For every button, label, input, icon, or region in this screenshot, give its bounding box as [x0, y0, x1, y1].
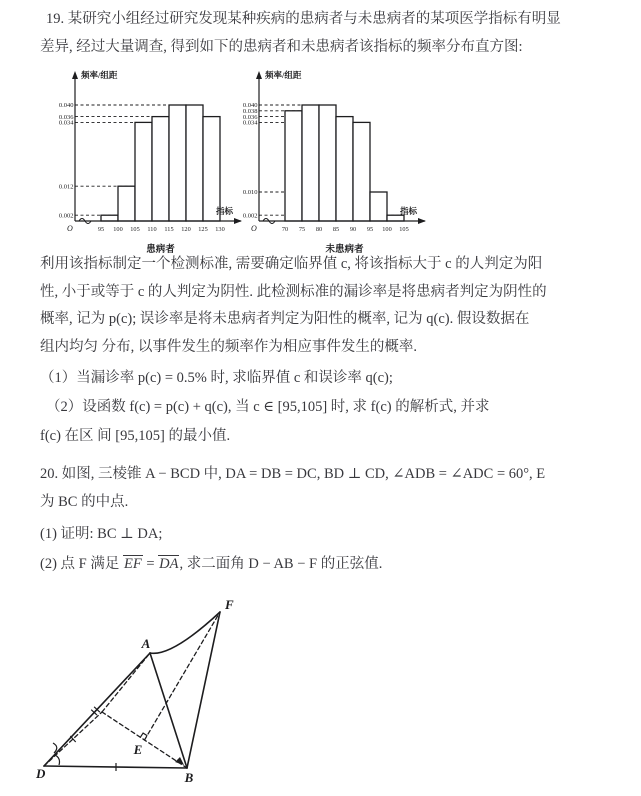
y-tick-label: 0.036: [58, 113, 74, 121]
x-tick-label: 85: [332, 226, 340, 233]
vertex-label-E: E: [133, 742, 143, 757]
text-line: (1) 证明: BC ⊥ DA;: [40, 526, 163, 542]
y-tick-label: 0.010: [242, 189, 258, 197]
y-tick-label: 0.036: [242, 113, 258, 121]
x-tick-label: 75: [298, 226, 306, 233]
text-segment: , 求二面角 D − AB − F 的正弦值.: [179, 556, 383, 572]
patients-histogram: [50, 66, 248, 261]
problem19-question1: [40, 365, 393, 393]
histogram-bar: [135, 122, 152, 221]
x-tick-label: 105: [130, 226, 140, 233]
vertex-label-A: A: [141, 636, 151, 651]
y-axis-title: 频率/组距: [81, 70, 118, 80]
y-tick-label: 0.012: [58, 183, 74, 191]
text-line: 概率, 记为 p(c); 误诊率是将未患病者判定为阳性的概率, 记为 q(c). 假设数据在: [40, 311, 530, 327]
histogram-bar: [169, 105, 186, 221]
histogram-bar: [370, 192, 387, 221]
vector-DA: DA: [159, 556, 179, 572]
chart-title: 患病者: [146, 245, 175, 255]
y-tick-label: 0.034: [242, 119, 258, 127]
origin-label: O: [67, 224, 73, 233]
x-axis-title: 指标: [216, 206, 234, 216]
x-tick-label: 95: [97, 226, 105, 233]
y-tick-label: 0.034: [58, 119, 74, 127]
x-axis-arrow: [418, 218, 426, 224]
x-tick-label: 100: [113, 226, 123, 233]
histogram-bar: [186, 105, 203, 221]
histogram-svg: [50, 66, 248, 256]
x-tick-label: 95: [366, 226, 374, 233]
x-tick-label: 105: [399, 226, 409, 233]
text-segment: (2) 点 F 满足: [40, 556, 123, 572]
non-patients-histogram: [234, 66, 432, 261]
problem20-intro: [40, 461, 545, 516]
histogram-svg: [234, 66, 432, 256]
y-tick-label: 0.002: [242, 212, 258, 220]
y-tick-label: 0.002: [58, 212, 74, 220]
x-tick-label: 110: [147, 226, 157, 233]
text-line: 20. 如图, 三棱锥 A − BCD 中, DA = DB = DC, BD ⊥ CD, ∠ADB = ∠ADC = 60°, E: [40, 466, 546, 482]
histogram-bar: [319, 105, 336, 221]
problem19-question2: [40, 393, 489, 450]
x-tick-label: 100: [382, 226, 392, 233]
text-line: 差异, 经过大量调查, 得到如下的患病者和未患病者该指标的频率分布直方图:: [40, 38, 523, 55]
text-line: 性, 小于或等于 c 的人判定为阴性. 此检测标准的漏诊率是将患病者判定为阴性的: [40, 283, 547, 300]
problem19-body: [40, 251, 547, 361]
angle-arc-BDC: [55, 755, 60, 765]
x-axis-title: 指标: [400, 206, 418, 216]
text-line: 19. 某研究小组经过研究发现某种疾病的患病者与未患病者的某项医学指标有明显: [46, 11, 561, 27]
text-line: 组内均匀 分布, 以事件发生的频率作为相应事件发生的概率.: [40, 338, 417, 355]
vertex-label-F: F: [225, 597, 234, 612]
text-line: 为 BC 的中点.: [40, 493, 129, 510]
text-segment: =: [142, 556, 159, 572]
tetrahedron-svg: [34, 596, 264, 796]
histogram-bar: [302, 105, 319, 221]
text-line: （2）设函数 f(c) = p(c) + q(c), 当 c ∈ [95,105] 时, 求 f(c) 的解析式, 并求: [46, 399, 490, 415]
x-tick-label: 90: [349, 226, 357, 233]
x-tick-label: 120: [181, 226, 191, 233]
vector-EF: EF: [123, 556, 142, 572]
vertex-label-D: D: [36, 766, 46, 781]
y-axis-arrow: [72, 71, 78, 79]
vertex-label-B: B: [184, 770, 194, 785]
histogram-bar: [387, 215, 404, 221]
y-axis-arrow: [256, 71, 262, 79]
origin-label: O: [251, 224, 257, 233]
y-tick-label: 0.040: [242, 102, 258, 110]
problem19-intro: [40, 6, 561, 61]
x-tick-label: 130: [215, 226, 225, 233]
histogram-bar: [152, 117, 169, 221]
x-tick-label: 80: [315, 226, 323, 233]
angle-arc-CDA: [53, 743, 57, 753]
x-tick-label: 70: [281, 226, 289, 233]
tetrahedron-figure: [34, 596, 264, 796]
chart-title: 未患病者: [325, 245, 364, 255]
y-axis-title: 频率/组距: [265, 70, 302, 80]
segment-EF-hidden: [145, 612, 221, 740]
histogram-bar: [285, 111, 302, 221]
y-tick-label: 0.038: [242, 108, 258, 115]
histogram-bar: [336, 117, 353, 221]
x-tick-label: 115: [164, 226, 174, 233]
text-line: （1）当漏诊率 p(c) = 0.5% 时, 求临界值 c 和误诊率 q(c);: [40, 370, 393, 386]
text-line: 利用该指标制定一个检测标准, 需要确定临界值 c, 将该指标大于 c 的人判定为阳: [40, 256, 543, 272]
problem20-question1: [40, 521, 162, 549]
histogram-bar: [101, 215, 118, 221]
text-line: f(c) 在区 间 [95,105] 的最小值.: [40, 427, 231, 444]
edge-AB: [150, 653, 187, 768]
y-tick-label: 0.040: [58, 102, 74, 110]
histogram-bar: [353, 122, 370, 221]
edge-AF: [150, 612, 220, 653]
x-tick-label: 125: [198, 226, 208, 233]
edge-CA-hidden: [102, 653, 150, 712]
problem20-question2: [40, 551, 382, 579]
histogram-bar: [118, 186, 135, 221]
